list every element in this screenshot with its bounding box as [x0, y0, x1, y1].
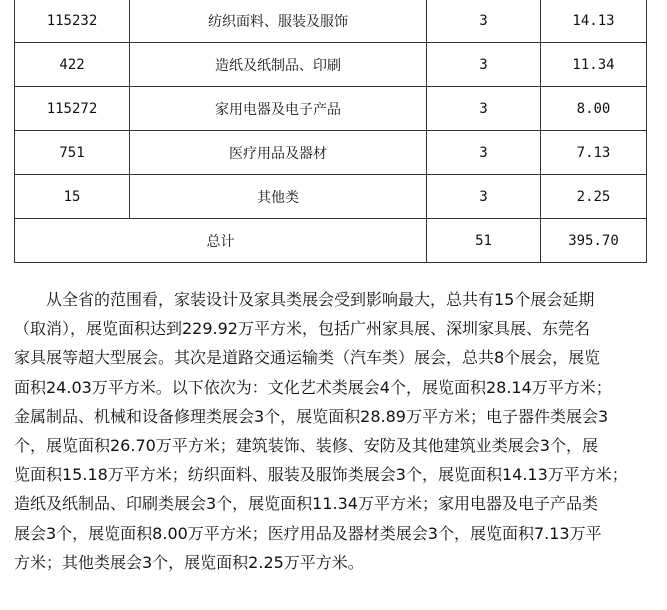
paragraph-line: 览面积15.18万平方米；纺织面料、服装及服饰类展会3个，展览面积14.13万平方米；	[14, 465, 628, 485]
paragraph-line: 从全省的范围看，家装设计及家具类展会受到影响最大，总共有15个展会延期	[46, 290, 595, 309]
category-cell: 其他类	[130, 175, 427, 219]
paragraph-line: 展会3个，展览面积8.00万平方米；医疗用品及器材类展会3个，展览面积7.13万平	[14, 523, 602, 543]
count-cell: 3	[427, 0, 541, 43]
table-row	[15, 175, 647, 219]
count-cell: 3	[427, 87, 541, 131]
code-cell: 15	[15, 175, 130, 219]
category-cell: 纺织面料、服装及服饰	[130, 0, 427, 43]
paragraph-line: 家具展等超大型展会。其次是道路交通运输类（汽车类）展会，总共8个展会，展览	[14, 348, 601, 368]
code-cell: 115232	[15, 0, 130, 43]
total-label: 总计	[15, 219, 427, 263]
total-area: 395.70	[541, 219, 647, 263]
table-row	[15, 131, 647, 175]
total-row	[15, 219, 647, 263]
paragraph-line: 造纸及纸制品、印刷类展会3个，展览面积11.34万平方米；家用电器及电子产品类	[14, 494, 598, 514]
code-cell: 751	[15, 131, 130, 175]
count-cell: 3	[427, 131, 541, 175]
total-count: 51	[427, 219, 541, 263]
table-row	[15, 87, 647, 131]
area-cell: 2.25	[541, 175, 647, 219]
category-cell: 家用电器及电子产品	[130, 87, 427, 131]
table-row	[15, 0, 647, 43]
area-cell: 14.13	[541, 0, 647, 43]
area-cell: 7.13	[541, 131, 647, 175]
paragraph-line: （取消），展览面积达到229.92万平方米，包括广州家具展、深圳家具展、东莞名	[14, 319, 590, 339]
paragraph-line: 方米；其他类展会3个，展览面积2.25万平方米。	[14, 552, 364, 572]
area-cell: 11.34	[541, 43, 647, 87]
count-cell: 3	[427, 175, 541, 219]
code-cell: 115272	[15, 87, 130, 131]
count-cell: 3	[427, 43, 541, 87]
category-cell: 造纸及纸制品、印刷	[130, 43, 427, 87]
code-cell: 422	[15, 43, 130, 87]
area-cell: 8.00	[541, 87, 647, 131]
table-row	[15, 43, 647, 87]
category-cell: 医疗用品及器材	[130, 131, 427, 175]
summary-paragraph	[14, 285, 654, 577]
paragraph-line: 金属制品、机械和设备修理类展会3个，展览面积28.89万平方米；电子器件类展会3	[14, 406, 609, 426]
exhibition-stats-table	[14, 0, 647, 263]
paragraph-line: 个，展览面积26.70万平方米；建筑装饰、装修、安防及其他建筑业类展会3个，展	[14, 436, 598, 456]
paragraph-line: 面积24.03万平方米。以下依次为：文化艺术类展会4个，展览面积28.14万平方米；	[14, 377, 612, 397]
